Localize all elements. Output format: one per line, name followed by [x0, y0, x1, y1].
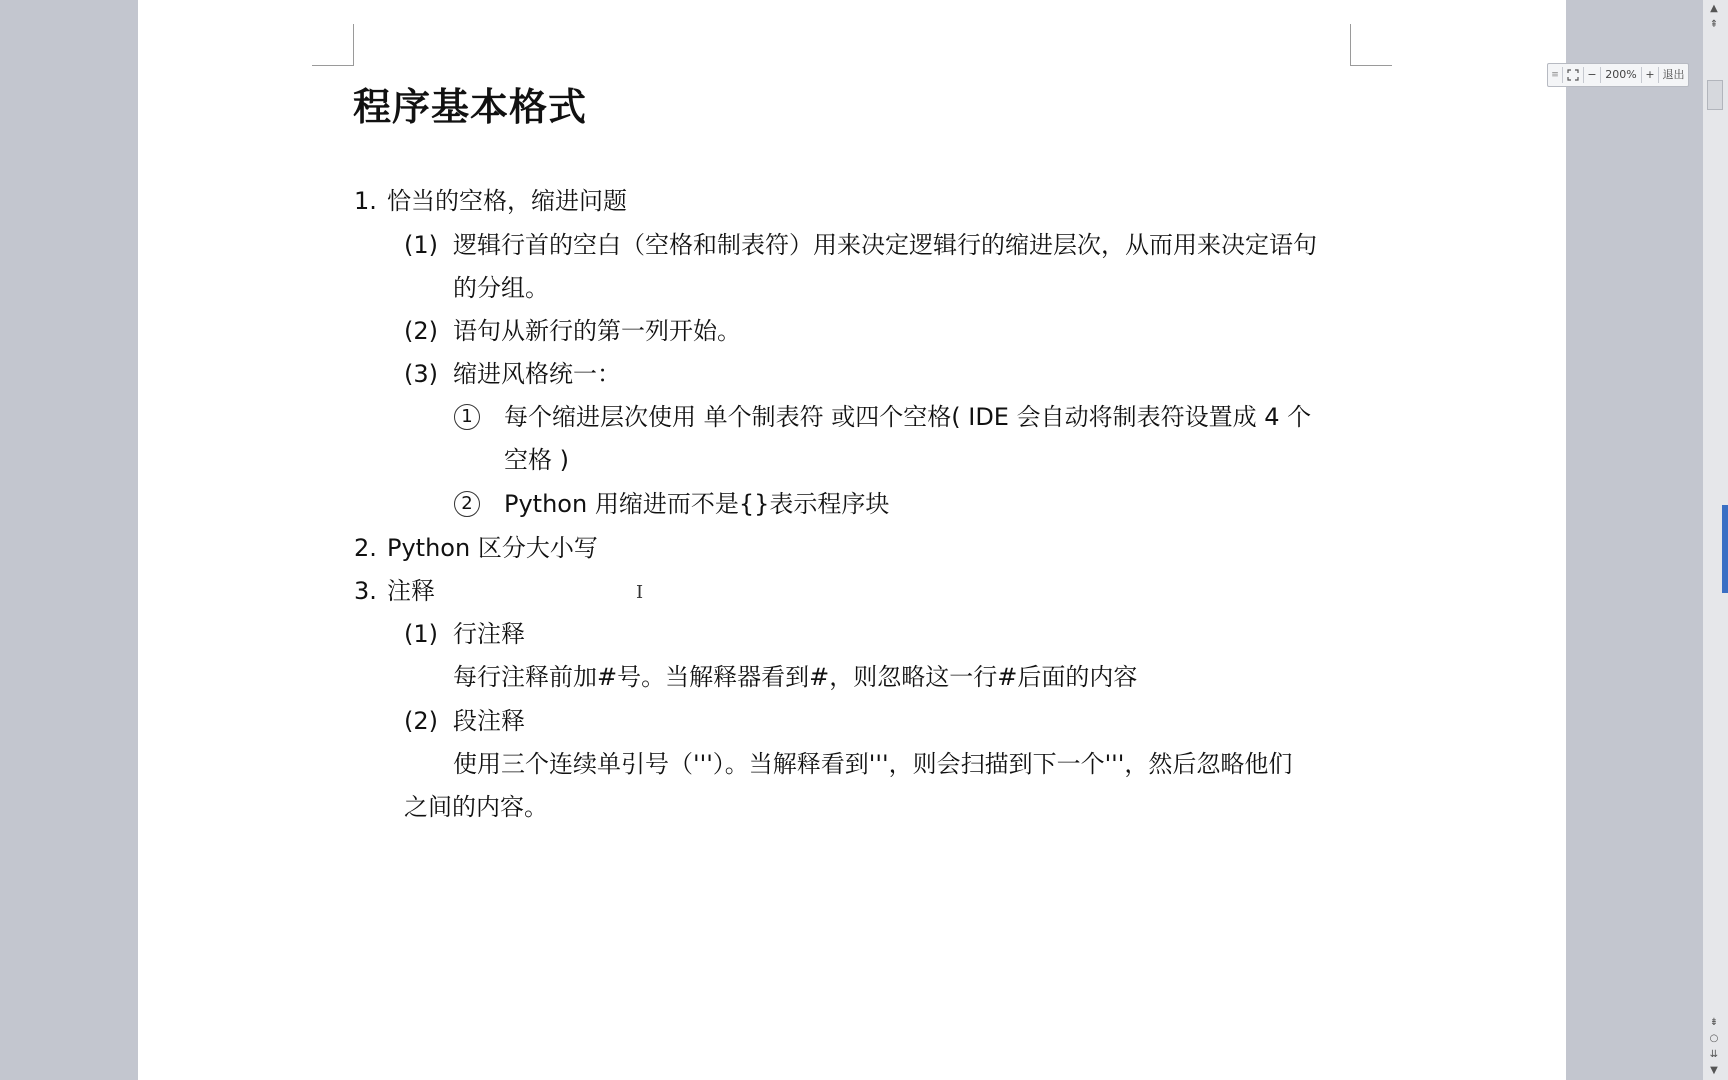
circled-number: 1 — [454, 404, 480, 430]
page-up-icon[interactable]: ⇞ — [1709, 19, 1719, 30]
zoom-in-button[interactable]: + — [1645, 68, 1655, 81]
list-number: (1) — [404, 231, 438, 259]
exit-zoom-button[interactable]: 退出 — [1662, 68, 1685, 81]
scroll-down-icon[interactable]: ▼ — [1710, 1065, 1718, 1076]
page-corner-mark-top-right — [1350, 24, 1392, 66]
list-item-text: 恰当的空格，缩进问题 — [387, 187, 627, 215]
page-down-icon[interactable]: ⇟ — [1709, 1017, 1719, 1028]
list-item-text: 注释 — [387, 577, 435, 605]
paragraph[interactable]: 使用三个连续单引号（'''）。当解释看到'''，则会扫描到下一个'''，然后忽略他们 — [453, 750, 1293, 778]
zoom-level: 200% — [1605, 68, 1637, 81]
next-page-icon[interactable]: ⇊ — [1709, 1049, 1719, 1060]
zoom-out-button[interactable]: − — [1587, 68, 1597, 81]
menu-icon[interactable]: ≡ — [1551, 70, 1559, 80]
list-item-continuation[interactable]: 空格 ) — [504, 446, 569, 474]
list-number: (2) — [404, 707, 438, 735]
list-number: 1. — [354, 187, 377, 215]
select-browse-icon[interactable]: ○ — [1709, 1033, 1719, 1044]
paragraph[interactable]: 每行注释前加#号。当解释器看到#，则忽略这一行#后面的内容 — [453, 663, 1138, 691]
circled-number: 2 — [454, 491, 480, 517]
paragraph-continuation[interactable]: 之间的内容。 — [404, 793, 548, 821]
list-item-text: Python 用缩进而不是{}表示程序块 — [504, 490, 890, 518]
list-item-text: 行注释 — [453, 620, 525, 648]
document-page[interactable] — [138, 0, 1566, 1080]
list-item-text: 语句从新行的第一列开始。 — [453, 317, 741, 345]
list-item-continuation[interactable]: 的分组。 — [453, 274, 549, 302]
list-number: (1) — [404, 620, 438, 648]
list-item-text: 每个缩进层次使用 单个制表符 或四个空格( IDE 会自动将制表符设置成 4 个 — [504, 403, 1312, 431]
document-title[interactable]: 程序基本格式 — [353, 85, 588, 129]
list-number: 3. — [354, 577, 377, 605]
scroll-up-icon[interactable]: ▲ — [1710, 3, 1718, 14]
list-number: (2) — [404, 317, 438, 345]
text-cursor-icon: I — [636, 582, 644, 603]
list-item-text: 逻辑行首的空白（空格和制表符）用来决定逻辑行的缩进层次，从而用来决定语句 — [453, 231, 1317, 259]
list-number: (3) — [404, 360, 438, 388]
scrollbar-thumb[interactable] — [1707, 80, 1723, 110]
list-item-text: Python 区分大小写 — [387, 534, 598, 562]
page-corner-mark-top-left — [312, 24, 354, 66]
list-item-text: 段注释 — [453, 707, 525, 735]
list-item-text: 缩进风格统一： — [453, 360, 621, 388]
fit-page-icon[interactable] — [1563, 64, 1583, 86]
zoom-toolbar — [1547, 63, 1689, 87]
list-number: 2. — [354, 534, 377, 562]
side-panel-tab[interactable] — [1722, 505, 1728, 593]
